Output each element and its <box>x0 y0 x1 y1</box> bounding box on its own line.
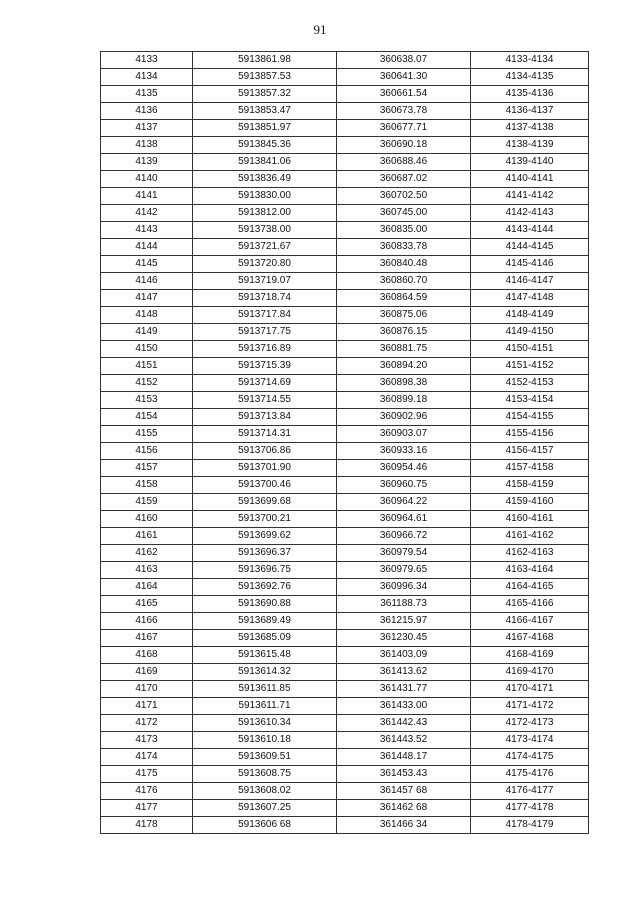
point-number-cell: 4161 <box>101 528 193 545</box>
segment-cell: 4142-4143 <box>471 205 589 222</box>
table-row <box>101 494 589 511</box>
segment-cell: 4164-4165 <box>471 579 589 596</box>
y-coordinate-cell: 360641.30 <box>337 69 471 86</box>
table-row <box>101 392 589 409</box>
table-row <box>101 171 589 188</box>
x-coordinate-cell: 5913696.75 <box>193 562 337 579</box>
table-row <box>101 800 589 817</box>
x-coordinate-cell: 5913714.31 <box>193 426 337 443</box>
x-coordinate-cell: 5913857.32 <box>193 86 337 103</box>
point-number-cell: 4155 <box>101 426 193 443</box>
y-coordinate-cell: 360875.06 <box>337 307 471 324</box>
segment-cell: 4139-4140 <box>471 154 589 171</box>
point-number-cell: 4138 <box>101 137 193 154</box>
point-number-cell: 4158 <box>101 477 193 494</box>
table-row <box>101 562 589 579</box>
table-row <box>101 460 589 477</box>
segment-cell: 4151-4152 <box>471 358 589 375</box>
table-row <box>101 596 589 613</box>
segment-cell: 4156-4157 <box>471 443 589 460</box>
segment-cell: 4153-4154 <box>471 392 589 409</box>
y-coordinate-cell: 361431.77 <box>337 681 471 698</box>
segment-cell: 4173-4174 <box>471 732 589 749</box>
table-row <box>101 426 589 443</box>
table-row <box>101 86 589 103</box>
x-coordinate-cell: 5913689.49 <box>193 613 337 630</box>
x-coordinate-cell: 5913610.18 <box>193 732 337 749</box>
x-coordinate-cell: 5913606 68 <box>193 817 337 834</box>
point-number-cell: 4156 <box>101 443 193 460</box>
segment-cell: 4176-4177 <box>471 783 589 800</box>
segment-cell: 4145-4146 <box>471 256 589 273</box>
table-row <box>101 137 589 154</box>
y-coordinate-cell: 361448.17 <box>337 749 471 766</box>
table-row <box>101 613 589 630</box>
segment-cell: 4147-4148 <box>471 290 589 307</box>
segment-cell: 4143-4144 <box>471 222 589 239</box>
point-number-cell: 4142 <box>101 205 193 222</box>
point-number-cell: 4177 <box>101 800 193 817</box>
table-row <box>101 222 589 239</box>
x-coordinate-cell: 5913607.25 <box>193 800 337 817</box>
point-number-cell: 4167 <box>101 630 193 647</box>
y-coordinate-cell: 360702.50 <box>337 188 471 205</box>
point-number-cell: 4157 <box>101 460 193 477</box>
table-row <box>101 120 589 137</box>
point-number-cell: 4146 <box>101 273 193 290</box>
x-coordinate-cell: 5913861.98 <box>193 52 337 69</box>
page-number: 91 <box>313 22 327 37</box>
point-number-cell: 4152 <box>101 375 193 392</box>
x-coordinate-cell: 5913845.36 <box>193 137 337 154</box>
x-coordinate-cell: 5913690.88 <box>193 596 337 613</box>
table-row <box>101 188 589 205</box>
segment-cell: 4135-4136 <box>471 86 589 103</box>
x-coordinate-cell: 5913611.71 <box>193 698 337 715</box>
point-number-cell: 4139 <box>101 154 193 171</box>
segment-cell: 4175-4176 <box>471 766 589 783</box>
table-row <box>101 239 589 256</box>
table-body <box>101 52 589 834</box>
table-row <box>101 324 589 341</box>
table-row <box>101 545 589 562</box>
x-coordinate-cell: 5913609.51 <box>193 749 337 766</box>
point-number-cell: 4173 <box>101 732 193 749</box>
table-row <box>101 664 589 681</box>
x-coordinate-cell: 5913715.39 <box>193 358 337 375</box>
segment-cell: 4160-4161 <box>471 511 589 528</box>
point-number-cell: 4172 <box>101 715 193 732</box>
x-coordinate-cell: 5913692.76 <box>193 579 337 596</box>
point-number-cell: 4153 <box>101 392 193 409</box>
segment-cell: 4161-4162 <box>471 528 589 545</box>
x-coordinate-cell: 5913699.62 <box>193 528 337 545</box>
segment-cell: 4134-4135 <box>471 69 589 86</box>
point-number-cell: 4162 <box>101 545 193 562</box>
x-coordinate-cell: 5913701.90 <box>193 460 337 477</box>
y-coordinate-cell: 360677.71 <box>337 120 471 137</box>
x-coordinate-cell: 5913610.34 <box>193 715 337 732</box>
y-coordinate-cell: 361230.45 <box>337 630 471 647</box>
y-coordinate-cell: 361466 34 <box>337 817 471 834</box>
point-number-cell: 4166 <box>101 613 193 630</box>
point-number-cell: 4134 <box>101 69 193 86</box>
y-coordinate-cell: 360902.96 <box>337 409 471 426</box>
point-number-cell: 4151 <box>101 358 193 375</box>
y-coordinate-cell: 360690.18 <box>337 137 471 154</box>
y-coordinate-cell: 360661.54 <box>337 86 471 103</box>
x-coordinate-cell: 5913714.55 <box>193 392 337 409</box>
y-coordinate-cell: 361453.43 <box>337 766 471 783</box>
table-row <box>101 443 589 460</box>
table-row <box>101 477 589 494</box>
segment-cell: 4169-4170 <box>471 664 589 681</box>
x-coordinate-cell: 5913841.06 <box>193 154 337 171</box>
x-coordinate-cell: 5913718.74 <box>193 290 337 307</box>
segment-cell: 4162-4163 <box>471 545 589 562</box>
table-row <box>101 69 589 86</box>
point-number-cell: 4150 <box>101 341 193 358</box>
segment-cell: 4159-4160 <box>471 494 589 511</box>
table-row <box>101 52 589 69</box>
y-coordinate-cell: 361442.43 <box>337 715 471 732</box>
y-coordinate-cell: 360881.75 <box>337 341 471 358</box>
segment-cell: 4168-4169 <box>471 647 589 664</box>
y-coordinate-cell: 361188.73 <box>337 596 471 613</box>
segment-cell: 4152-4153 <box>471 375 589 392</box>
table-row <box>101 103 589 120</box>
point-number-cell: 4175 <box>101 766 193 783</box>
x-coordinate-cell: 5913812.00 <box>193 205 337 222</box>
point-number-cell: 4135 <box>101 86 193 103</box>
y-coordinate-cell: 360899.18 <box>337 392 471 409</box>
x-coordinate-cell: 5913717.84 <box>193 307 337 324</box>
point-number-cell: 4171 <box>101 698 193 715</box>
table-row <box>101 579 589 596</box>
y-coordinate-cell: 360876.15 <box>337 324 471 341</box>
x-coordinate-cell: 5913700.46 <box>193 477 337 494</box>
x-coordinate-cell: 5913700.21 <box>193 511 337 528</box>
segment-cell: 4163-4164 <box>471 562 589 579</box>
x-coordinate-cell: 5913836.49 <box>193 171 337 188</box>
table-row <box>101 528 589 545</box>
table-row <box>101 783 589 800</box>
y-coordinate-cell: 360964.61 <box>337 511 471 528</box>
x-coordinate-cell: 5913615.48 <box>193 647 337 664</box>
point-number-cell: 4178 <box>101 817 193 834</box>
point-number-cell: 4160 <box>101 511 193 528</box>
y-coordinate-cell: 360903.07 <box>337 426 471 443</box>
segment-cell: 4149-4150 <box>471 324 589 341</box>
table-row <box>101 273 589 290</box>
y-coordinate-cell: 360673.78 <box>337 103 471 120</box>
y-coordinate-cell: 360745.00 <box>337 205 471 222</box>
point-number-cell: 4176 <box>101 783 193 800</box>
y-coordinate-cell: 360835.00 <box>337 222 471 239</box>
table-row <box>101 715 589 732</box>
segment-cell: 4146-4147 <box>471 273 589 290</box>
segment-cell: 4141-4142 <box>471 188 589 205</box>
point-number-cell: 4148 <box>101 307 193 324</box>
table-row <box>101 698 589 715</box>
y-coordinate-cell: 360638.07 <box>337 52 471 69</box>
x-coordinate-cell: 5913721.67 <box>193 239 337 256</box>
x-coordinate-cell: 5913851.97 <box>193 120 337 137</box>
y-coordinate-cell: 360964.22 <box>337 494 471 511</box>
table-row <box>101 511 589 528</box>
y-coordinate-cell: 361462 68 <box>337 800 471 817</box>
point-number-cell: 4165 <box>101 596 193 613</box>
table-row <box>101 290 589 307</box>
point-number-cell: 4168 <box>101 647 193 664</box>
segment-cell: 4144-4145 <box>471 239 589 256</box>
coordinates-table <box>100 51 589 834</box>
x-coordinate-cell: 5913830.00 <box>193 188 337 205</box>
x-coordinate-cell: 5913706.86 <box>193 443 337 460</box>
segment-cell: 4178-4179 <box>471 817 589 834</box>
point-number-cell: 4137 <box>101 120 193 137</box>
x-coordinate-cell: 5913614.32 <box>193 664 337 681</box>
point-number-cell: 4140 <box>101 171 193 188</box>
point-number-cell: 4163 <box>101 562 193 579</box>
point-number-cell: 4154 <box>101 409 193 426</box>
table-row <box>101 732 589 749</box>
point-number-cell: 4164 <box>101 579 193 596</box>
table-row <box>101 154 589 171</box>
table-row <box>101 749 589 766</box>
table-row <box>101 647 589 664</box>
point-number-cell: 4159 <box>101 494 193 511</box>
x-coordinate-cell: 5913696.37 <box>193 545 337 562</box>
y-coordinate-cell: 360979.54 <box>337 545 471 562</box>
segment-cell: 4150-4151 <box>471 341 589 358</box>
y-coordinate-cell: 360840.48 <box>337 256 471 273</box>
point-number-cell: 4145 <box>101 256 193 273</box>
x-coordinate-cell: 5913857.53 <box>193 69 337 86</box>
table-row <box>101 375 589 392</box>
x-coordinate-cell: 5913716.89 <box>193 341 337 358</box>
segment-cell: 4136-4137 <box>471 103 589 120</box>
x-coordinate-cell: 5913713.84 <box>193 409 337 426</box>
segment-cell: 4170-4171 <box>471 681 589 698</box>
y-coordinate-cell: 360688.46 <box>337 154 471 171</box>
segment-cell: 4155-4156 <box>471 426 589 443</box>
y-coordinate-cell: 360860.70 <box>337 273 471 290</box>
point-number-cell: 4144 <box>101 239 193 256</box>
point-number-cell: 4174 <box>101 749 193 766</box>
table-row <box>101 681 589 698</box>
point-number-cell: 4143 <box>101 222 193 239</box>
y-coordinate-cell: 360954.46 <box>337 460 471 477</box>
point-number-cell: 4169 <box>101 664 193 681</box>
point-number-cell: 4147 <box>101 290 193 307</box>
table-row <box>101 205 589 222</box>
x-coordinate-cell: 5913719.07 <box>193 273 337 290</box>
y-coordinate-cell: 361413.62 <box>337 664 471 681</box>
segment-cell: 4165-4166 <box>471 596 589 613</box>
segment-cell: 4172-4173 <box>471 715 589 732</box>
y-coordinate-cell: 360979.65 <box>337 562 471 579</box>
x-coordinate-cell: 5913699.68 <box>193 494 337 511</box>
x-coordinate-cell: 5913717.75 <box>193 324 337 341</box>
x-coordinate-cell: 5913738.00 <box>193 222 337 239</box>
segment-cell: 4148-4149 <box>471 307 589 324</box>
y-coordinate-cell: 360833.78 <box>337 239 471 256</box>
point-number-cell: 4141 <box>101 188 193 205</box>
x-coordinate-cell: 5913685.09 <box>193 630 337 647</box>
segment-cell: 4177-4178 <box>471 800 589 817</box>
y-coordinate-cell: 361433.00 <box>337 698 471 715</box>
segment-cell: 4167-4168 <box>471 630 589 647</box>
table-row <box>101 766 589 783</box>
table-row <box>101 341 589 358</box>
y-coordinate-cell: 360864.59 <box>337 290 471 307</box>
y-coordinate-cell: 360894.20 <box>337 358 471 375</box>
table-row <box>101 307 589 324</box>
x-coordinate-cell: 5913608.75 <box>193 766 337 783</box>
segment-cell: 4137-4138 <box>471 120 589 137</box>
segment-cell: 4171-4172 <box>471 698 589 715</box>
y-coordinate-cell: 361403.09 <box>337 647 471 664</box>
segment-cell: 4174-4175 <box>471 749 589 766</box>
table-row <box>101 358 589 375</box>
segment-cell: 4157-4158 <box>471 460 589 477</box>
table-row <box>101 409 589 426</box>
y-coordinate-cell: 361443.52 <box>337 732 471 749</box>
segment-cell: 4140-4141 <box>471 171 589 188</box>
y-coordinate-cell: 360898.38 <box>337 375 471 392</box>
segment-cell: 4158-4159 <box>471 477 589 494</box>
y-coordinate-cell: 361215.97 <box>337 613 471 630</box>
point-number-cell: 4170 <box>101 681 193 698</box>
segment-cell: 4166-4167 <box>471 613 589 630</box>
segment-cell: 4154-4155 <box>471 409 589 426</box>
y-coordinate-cell: 361457 68 <box>337 783 471 800</box>
y-coordinate-cell: 360960.75 <box>337 477 471 494</box>
y-coordinate-cell: 360996.34 <box>337 579 471 596</box>
x-coordinate-cell: 5913611.85 <box>193 681 337 698</box>
table-row <box>101 256 589 273</box>
x-coordinate-cell: 5913720.80 <box>193 256 337 273</box>
segment-cell: 4133-4134 <box>471 52 589 69</box>
table-row <box>101 630 589 647</box>
y-coordinate-cell: 360687.02 <box>337 171 471 188</box>
segment-cell: 4138-4139 <box>471 137 589 154</box>
point-number-cell: 4149 <box>101 324 193 341</box>
y-coordinate-cell: 360933.16 <box>337 443 471 460</box>
x-coordinate-cell: 5913608.02 <box>193 783 337 800</box>
point-number-cell: 4136 <box>101 103 193 120</box>
x-coordinate-cell: 5913714.69 <box>193 375 337 392</box>
x-coordinate-cell: 5913853.47 <box>193 103 337 120</box>
table-row <box>101 817 589 834</box>
point-number-cell: 4133 <box>101 52 193 69</box>
y-coordinate-cell: 360966.72 <box>337 528 471 545</box>
